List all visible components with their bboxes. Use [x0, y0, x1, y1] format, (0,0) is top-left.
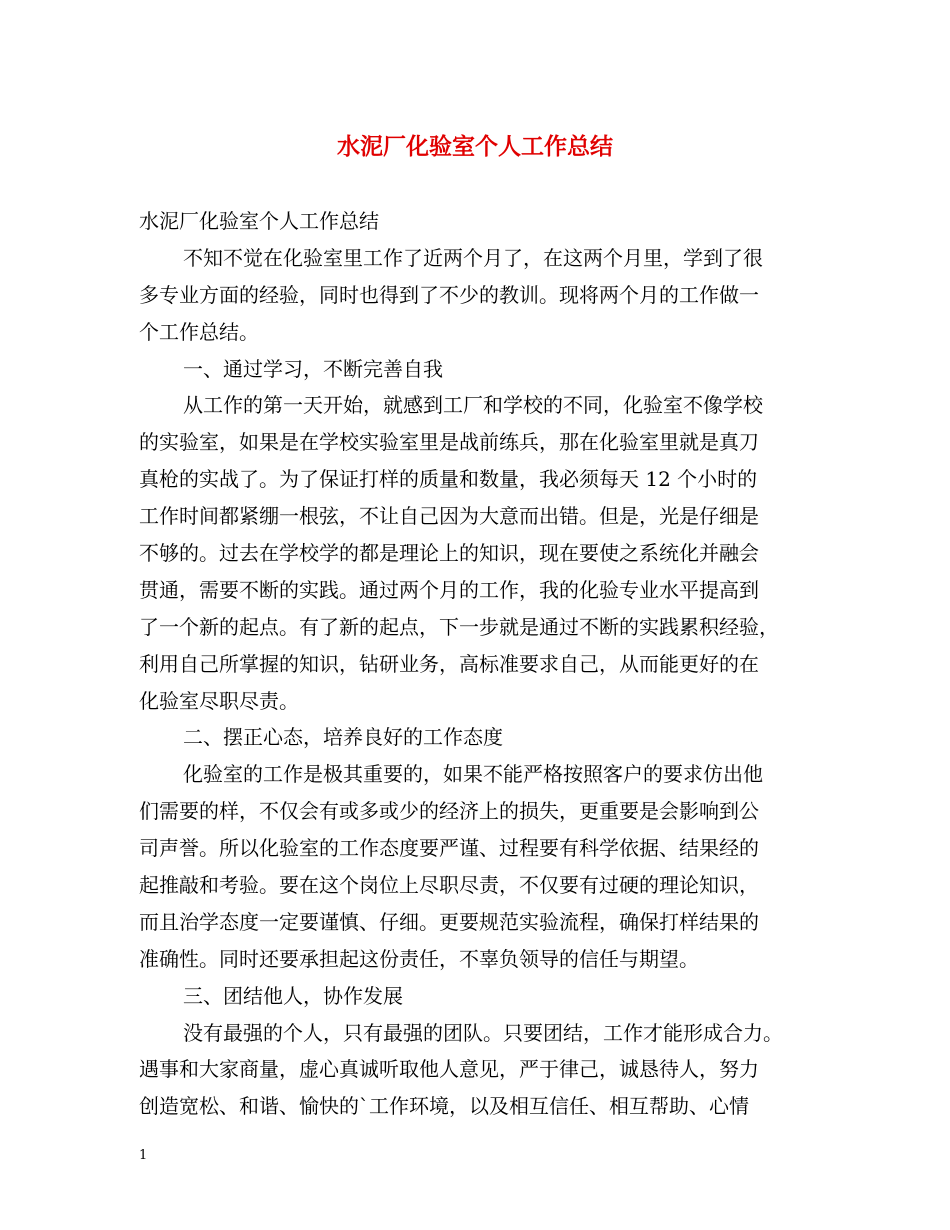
text-line: 化验室尽职尽责。	[139, 688, 299, 713]
text-line: 从工作的第一天开始，就感到工厂和学校的不同，化验室不像学校	[183, 393, 763, 418]
text-line: 化验室的工作是极其重要的，如果不能严格按照客户的要求仿出他	[183, 762, 763, 787]
text-line: 司声誉。所以化验室的工作态度要严谨、过程要有科学依据、结果经的	[139, 836, 759, 861]
document-body	[139, 203, 829, 1125]
text-line: 没有最强的个人，只有最强的团队。只要团结，工作才能形成合力。	[183, 1020, 783, 1045]
text-line: 不知不觉在化验室里工作了近两个月了，在这两个月里，学到了很	[183, 245, 763, 270]
text-line: 水泥厂化验室个人工作总结	[139, 209, 379, 233]
text-line: 创造宽松、和谐、愉快的`工作环境，以及相互信任、相互帮助、心情	[139, 1094, 749, 1119]
text-line: 们需要的样，不仅会有或多或少的经济上的损失，更重要是会影响到公	[139, 799, 759, 824]
text-line: 三、团结他人，协作发展	[183, 983, 403, 1008]
text-line: 的实验室，如果是在学校实验室里是战前练兵，那在化验室里就是真刀	[139, 430, 759, 455]
text-line: 贯通，需要不断的实践。通过两个月的工作，我的化验专业水平提高到	[139, 577, 759, 602]
text-line: 利用自己所掌握的知识，钻研业务，高标准要求自己，从而能更好的在	[139, 651, 759, 676]
text-line: 遇事和大家商量，虚心真诚听取他人意见，严于律己，诚恳待人，努力	[139, 1057, 759, 1082]
text-line: 不够的。过去在学校学的都是理论上的知识，现在要使之系统化并融会	[139, 541, 759, 566]
text-line: 而且治学态度一定要谨慎、仔细。更要规范实验流程，确保打样结果的	[139, 909, 759, 934]
text-line: 准确性。同时还要承担起这份责任，不辜负领导的信任与期望。	[139, 946, 699, 971]
text-line: 工作时间都紧绷一根弦，不让自己因为大意而出错。但是，光是仔细是	[139, 504, 759, 529]
page-number: 1	[139, 1148, 148, 1163]
text-line: 一、通过学习，不断完善自我	[183, 356, 443, 381]
text-line: 个工作总结。	[139, 319, 259, 344]
text-line: 二、摆正心态，培养良好的工作态度	[183, 725, 503, 750]
text-line: 起推敲和考验。要在这个岗位上尽职尽责，不仅要有过硬的理论知识，	[139, 873, 759, 898]
text-line: 多专业方面的经验，同时也得到了不少的教训。现将两个月的工作做一	[139, 282, 759, 307]
document-title: 水泥厂化验室个人工作总结	[337, 134, 613, 160]
text-line: 真枪的实战了。为了保证打样的质量和数量，我必须每天 12 个小时的	[139, 467, 758, 492]
text-line: 了一个新的起点。有了新的起点，下一步就是通过不断的实践累积经验，	[139, 614, 779, 639]
